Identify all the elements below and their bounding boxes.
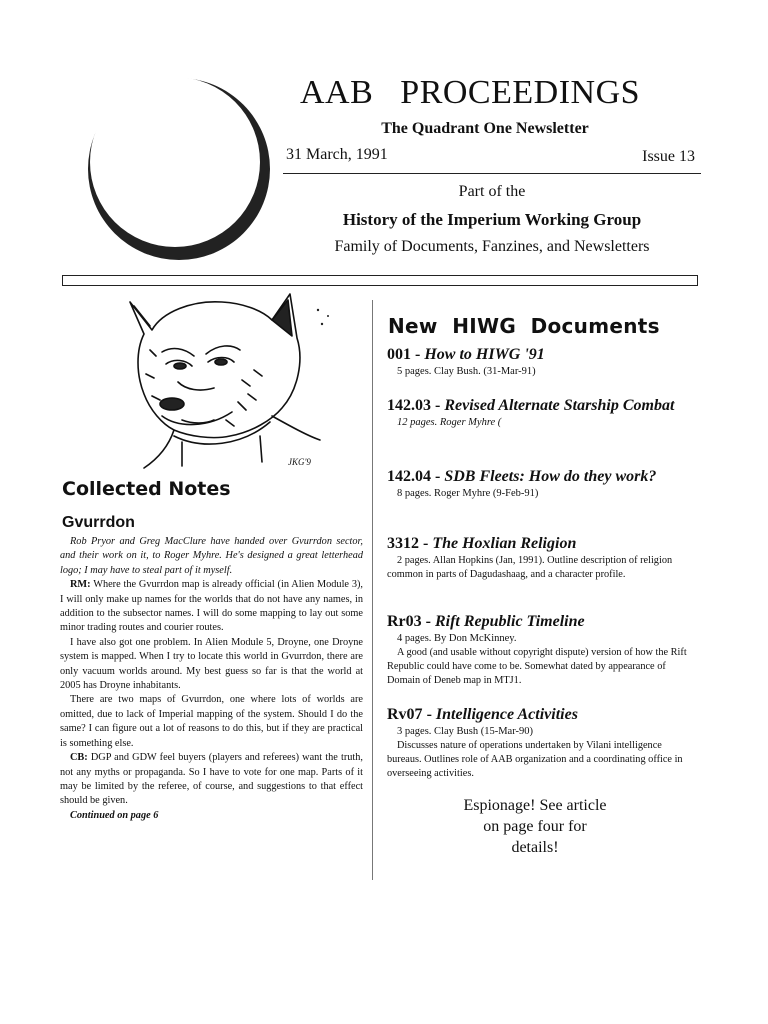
problem-paragraph: I have also got one problem. In Alien Module 5, Droyne, one Droyne system is mapped. When I try to locate this world in Gvurrdon, there are only vacuum worlds around. My best guess so far is that the world at 2005 has Droyne inhabitants. [60,636,363,692]
doc-entry [387,396,697,430]
doc-title: SDB Fleets: How do they work? [444,468,657,485]
doc-heading: 142.04 - SDB Fleets: How do they work? [387,468,657,485]
doc-number: 142.04 [387,468,431,485]
group-name: History of the Imperium Working Group [342,210,642,229]
espionage-line: details! [511,839,559,856]
doc-number: 001 [387,346,411,363]
banner-bar [62,275,698,286]
doc-meta: 5 pages. Clay Bush. (31-Mar-91) [397,366,536,377]
espionage-line: on page four for [483,818,587,835]
rm-label: RM: [70,579,91,591]
newsletter-subtitle: The Quadrant One Newsletter [381,120,589,137]
doc-title: Revised Alternate Starship Combat [444,397,675,414]
doc-heading: 001 - How to HIWG '91 [387,346,545,363]
intro-paragraph: Rob Pryor and Greg MacClure have handed over Gvurrdon sector, and their work on it, to Roger Myhre. He's designed a great letterhead logo; I may have to steal part of it myself. [60,536,363,576]
espionage-callout [440,795,630,858]
circle-logo-icon [84,76,274,262]
family-line: Family of Documents, Fanzines, and Newsletters [334,238,650,255]
doc-title: How to HIWG '91 [424,346,545,363]
doc-heading: Rv07 - Intelligence Activities [387,706,578,723]
doc-entry [387,705,697,781]
doc-meta: 8 pages. Roger Myhre (9-Feb-91) [397,488,539,499]
maps-paragraph: There are two maps of Gvurrdon, one where lots of worlds are omitted, due to lack of Imperial mapping of the system. Should I do the same? I can figure out a lot of reasons to do this, but if they are practical is something else. [60,694,363,749]
article-title: Gvurrdon [62,514,135,531]
doc-heading: Rr03 - Rift Republic Timeline [387,613,585,630]
doc-meta: 4 pages. By Don McKinney. [397,633,517,644]
cb-label: CB: [70,752,88,764]
cb-paragraph [60,751,363,809]
part-of-label: Part of the [458,183,526,200]
doc-description: A good (and usable without copyright dispute) version of how the Rift Republic could have come to be. Somewhat dated by appearance of Domain of Deneb map in MTJ1. [387,647,687,686]
doc-entry [387,345,697,379]
doc-title: Rift Republic Timeline [434,613,585,630]
issue-number: Issue 13 [642,148,695,165]
doc-number: Rr03 [387,613,422,630]
espionage-line: Espionage! See article [463,797,607,814]
newsletter-title: AAB PROCEEDINGS [300,74,641,111]
doc-description: 2 pages. Allan Hopkins (Jan, 1991). Outline description of religion common in parts of Dagudashaag, and a character profile. [387,555,673,580]
doc-title: The Hoxlian Religion [432,535,577,552]
doc-meta: 12 pages. Roger Myhre ( [397,417,502,428]
rm-paragraph [60,578,363,636]
rm-text: Where the Gvurrdon map is already official (in Alien Module 3), I will only make up names for the worlds that do not have any names, in addition to the subsector names. I will do some mapping to lay out some minor trading routes and courier routes. [60,579,363,634]
article-body [60,535,363,823]
doc-number: 3312 [387,535,419,552]
doc-entry [387,467,697,501]
doc-entry [387,612,697,688]
doc-number: 142.03 [387,397,431,414]
cb-text: DGP and GDW feel buyers (players and referees) want the truth, not any myths or propaganda. So I have to vote for one map. Parts of it may be limited by the referee, of course, and suggestions to that effect should be given. [60,752,363,807]
column-divider [372,300,373,880]
issue-date: 31 March, 1991 [286,146,388,163]
masthead-divider [283,173,701,174]
doc-meta: 3 pages. Clay Bush (15-Mar-90) [397,726,533,737]
artist-signature: JKG'9 [288,457,311,467]
doc-entry [387,534,697,582]
section-title-new-documents: New HIWG Documents [388,314,660,338]
doc-title: Intelligence Activities [435,706,578,723]
doc-heading: 142.03 - Revised Alternate Starship Combat [387,397,675,414]
doc-description: Discusses nature of operations undertaken by Vilani intelligence bureaus. Outlines role of AAB organization and a coordinating office in overseeing activities. [387,740,683,779]
section-title-collected-notes: Collected Notes [62,478,231,500]
wolf-head-illustration [122,290,337,475]
continued-note: Continued on page 6 [70,809,159,821]
doc-heading: 3312 - The Hoxlian Religion [387,535,577,552]
doc-number: Rv07 [387,706,423,723]
